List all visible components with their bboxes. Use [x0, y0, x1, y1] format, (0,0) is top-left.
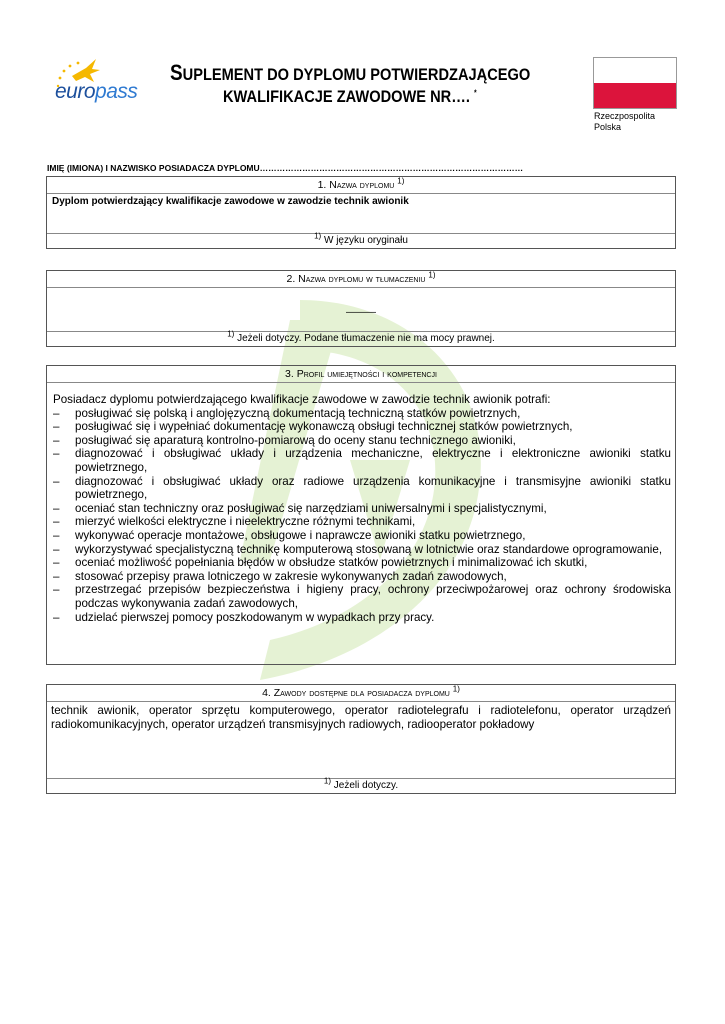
list-item: – diagnozować i obsługiwać układy i urządzenia mechaniczne, elektryczne i elektroniczne awioniki statku powietrznego,	[53, 447, 671, 474]
list-item: – wykonywać operacje montażowe, obsługowe i naprawcze awioniki statku powietrznego,	[53, 529, 671, 543]
section-skills-profile	[46, 365, 676, 665]
polish-flag	[593, 57, 677, 109]
section-footnote: $^{1)}$ W języku oryginału	[47, 233, 675, 248]
list-item: – posługiwać się aparaturą kontrolno-pomiarową do oceny stanu technicznego awioniki,	[53, 434, 671, 448]
skills-intro: Posiadacz dyplomu potwierdzającego kwalifikacje zawodowe w zawodzie technik awionik potrafi:	[53, 393, 551, 406]
list-item: – przestrzegać przepisów bezpieczeństwa i higieny pracy, ochrony przeciwpożarowej oraz ochrony środowiska podczas wykonywania zadań zawodowych,	[53, 583, 671, 610]
section-diploma-translation	[46, 270, 676, 347]
section-occupations	[46, 684, 676, 794]
section-heading: 3. Profil umiejętności i kompetencji	[47, 366, 675, 383]
section-footnote: $^{1)}$ Jeżeli dotyczy.	[47, 778, 675, 793]
list-item: – wykorzystywać specjalistyczną technikę komputerową stosowaną w lotnictwie oraz standardowe oprogramowanie,	[53, 543, 671, 557]
document-title-line2: KWALIFIKACJE ZAWODOWE NR…. *	[223, 87, 477, 106]
list-item: – oceniać stan techniczny oraz posługiwać się narzędziami uniwersalnymi i specjalistycznymi,	[53, 502, 671, 516]
country-name: Rzeczpospolita Polska	[594, 111, 656, 132]
list-item: – posługiwać się polską i anglojęzyczną dokumentacją techniczną statków powietrznych,	[53, 407, 671, 421]
occupations-value: technik awionik, operator sprzętu komputerowego, operator radiotelegrafu i radiotelefonu, operator urządzeń radiokomunikacyjnych, operator urządzeń transmisyjnych radiowych, radiooperator pokładowy	[51, 704, 671, 731]
list-item: – diagnozować i obsługiwać układy oraz radiowe urządzenia komunikacyjne i transmisyjne awioniki statku powietrznego,	[53, 475, 671, 502]
section-heading: 1. Nazwa dyplomu $^{1)}$	[47, 177, 675, 194]
diploma-name-value: Dyplom potwierdzający kwalifikacje zawodowe w zawodzie technik awionik	[52, 196, 409, 207]
list-item: – udzielać pierwszej pomocy poszkodowanym w wypadkach przy pracy.	[53, 611, 671, 625]
translation-value: ———	[346, 307, 376, 318]
section-heading: 2. Nazwa dyplomu w tłumaczeniu $^{1)}$	[47, 271, 675, 288]
section-diploma-name	[46, 176, 676, 249]
section-footnote: $^{1)}$ Jeżeli dotyczy. Podane tłumaczenie nie ma mocy prawnej.	[47, 331, 675, 346]
europass-logo-text: europass	[55, 80, 138, 103]
list-item: – oceniać możliwość popełniania błędów w obsłudze statków powietrznych i minimalizować ich skutki,	[53, 556, 671, 570]
list-item: – posługiwać się i wypełniać dokumentację wykonawczą obsługi technicznej statków powietrznych,	[53, 420, 671, 434]
section-heading: 4. Zawody dostępne dla posiadacza dyplomu $^{1)}$	[47, 685, 675, 702]
list-item: – mierzyć wielkości elektryczne i nieelektryczne różnymi technikami,	[53, 515, 671, 529]
list-item: – stosować przepisy prawa lotniczego w zakresie wykonywanych zadań zawodowych,	[53, 570, 671, 584]
document-title-line1: SUPLEMENT DO DYPLOMU POTWIERDZAJĄCEGO	[170, 60, 531, 85]
flag-red-stripe	[594, 83, 676, 108]
skills-list	[53, 407, 671, 625]
flag-white-stripe	[594, 58, 676, 83]
holder-name-line: IMIĘ (IMIONA) I NAZWISKO POSIADACZA DYPLOMU…………………………………………………………………………………	[47, 163, 524, 173]
